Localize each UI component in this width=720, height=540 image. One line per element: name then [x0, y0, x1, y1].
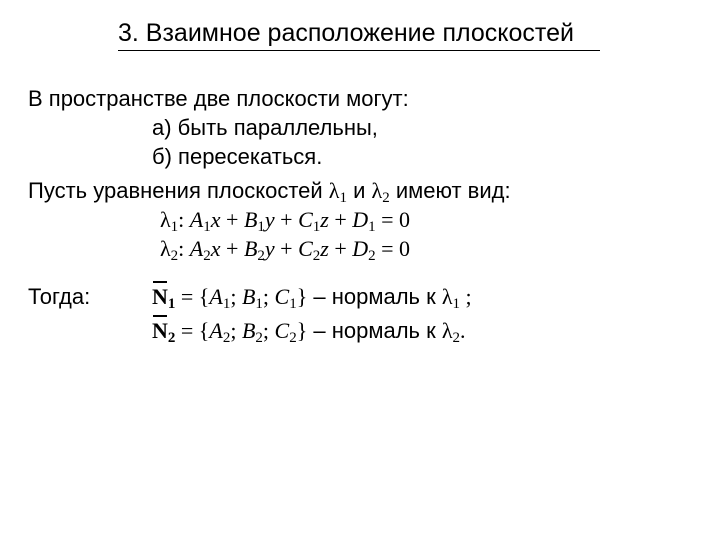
normal-vector-2: $N_2 = \{A_2$; $B_2$; $C_2$} – нормаль к $\lambda_2$. — [152, 318, 466, 346]
normal-vector-1: $N_1 = \{A_1$; $B_1$; $C_1$} – нормаль к $\lambda_1$ ; — [152, 284, 472, 312]
intro-text: В пространстве две плоскости могут: — [28, 86, 409, 111]
title-underline — [118, 50, 600, 51]
slide-title: 3. Взаимное расположение плоскостей — [118, 19, 574, 47]
option-b: б) пересекаться. — [152, 144, 323, 169]
equations-intro — [28, 178, 511, 204]
eq-intro-and: и — [353, 178, 366, 203]
lambda-1: $\lambda_1$ — [328, 178, 347, 206]
plane-equation-2: $\lambda_2$: $A_2x + B_2y + C_2z + D_2 = 0$ — [160, 236, 411, 264]
then-label: Тогда: — [28, 284, 91, 309]
eq-intro-post: имеют вид: — [395, 178, 511, 203]
lambda-2: $\lambda_2$ — [371, 178, 390, 206]
eq-intro-pre: Пусть уравнения плоскостей — [28, 178, 323, 203]
option-a: а) быть параллельны, — [152, 115, 378, 140]
plane-equation-1: $\lambda_1$: $A_1x + B_1y + C_1z + D_1 = 0$ — [160, 207, 411, 235]
